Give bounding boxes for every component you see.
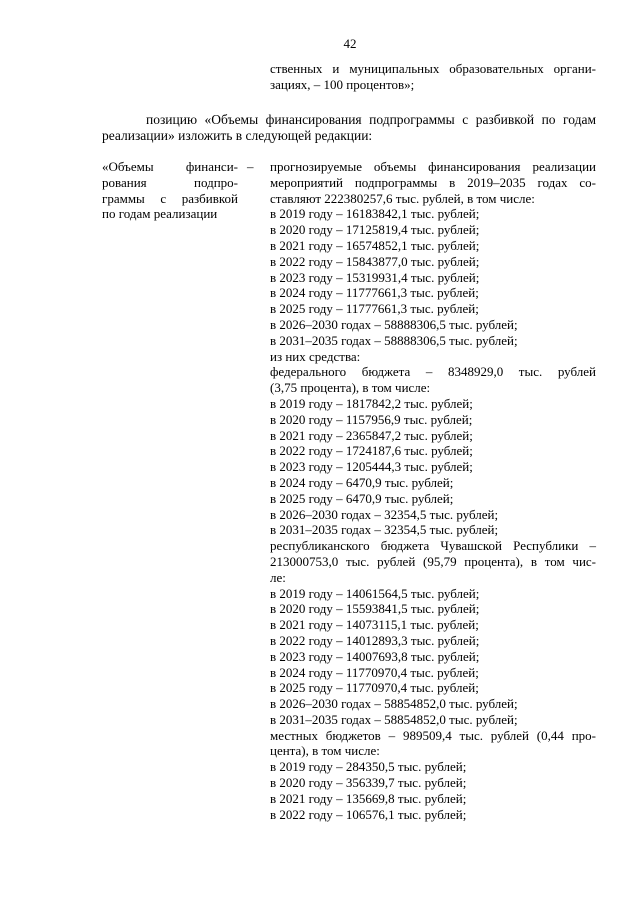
funding-line: местных бюджетов – 989509,4 тыс. рублей (0,44 про- bbox=[270, 727, 596, 743]
funding-line: в 2022 году – 15843877,0 тыс. рублей; bbox=[270, 253, 480, 269]
funding-line: в 2026–2030 годах – 58854852,0 тыс. рублей; bbox=[270, 696, 518, 712]
funding-line: цента), в том числе: bbox=[270, 743, 380, 759]
funding-line: в 2026–2030 годах – 58888306,5 тыс. рублей; bbox=[270, 316, 518, 332]
funding-line: в 2024 году – 11770970,4 тыс. рублей; bbox=[270, 664, 479, 680]
funding-line: в 2020 году – 1157956,9 тыс. рублей; bbox=[270, 411, 473, 427]
funding-line: в 2031–2035 годах – 58888306,5 тыс. рублей; bbox=[270, 332, 518, 348]
funding-line: в 2031–2035 годах – 58854852,0 тыс. рублей; bbox=[270, 711, 518, 727]
funding-line: в 2031–2035 годах – 32354,5 тыс. рублей; bbox=[270, 522, 499, 538]
funding-line: в 2024 году – 6470,9 тыс. рублей; bbox=[270, 474, 454, 490]
page-number: 42 bbox=[343, 36, 357, 51]
funding-line: мероприятий подпрограммы в 2019–2035 годах со- bbox=[270, 174, 596, 190]
position-label-line: граммы с разбивкой bbox=[102, 190, 238, 206]
position-label-line: «Объемы финанси- bbox=[102, 159, 238, 174]
funding-line: в 2023 году – 15319931,4 тыс. рублей; bbox=[270, 269, 480, 285]
funding-line: в 2021 году – 16574852,1 тыс. рублей; bbox=[270, 237, 480, 253]
funding-line: в 2023 году – 14007693,8 тыс. рублей; bbox=[270, 648, 480, 664]
funding-line: прогнозируемые объемы финансирования реализации bbox=[270, 159, 596, 174]
column-dash: – bbox=[247, 159, 254, 174]
funding-line: в 2022 году – 1724187,6 тыс. рублей; bbox=[270, 443, 473, 459]
position-label-line: по годам реализации bbox=[102, 206, 218, 222]
intro-line: позицию «Объемы финансирования подпрограммы с разбивкой по годам bbox=[146, 112, 596, 127]
funding-line: в 2022 году – 14012893,3 тыс. рублей; bbox=[270, 632, 480, 648]
funding-line: в 2021 году – 14073115,1 тыс. рублей; bbox=[270, 617, 479, 633]
funding-line: в 2019 году – 1817842,2 тыс. рублей; bbox=[270, 395, 473, 411]
continuation-text bbox=[270, 61, 596, 93]
funding-line: в 2019 году – 16183842,1 тыс. рублей; bbox=[270, 206, 480, 222]
funding-details bbox=[270, 159, 596, 822]
funding-line: в 2024 году – 11777661,3 тыс. рублей; bbox=[270, 285, 479, 301]
funding-line: ставляют 222380257,6 тыс. рублей, в том числе: bbox=[270, 190, 535, 206]
funding-line: в 2025 году – 6470,9 тыс. рублей; bbox=[270, 490, 454, 506]
funding-line: 213000753,0 тыс. рублей (95,79 процента), в том чис- bbox=[270, 553, 596, 569]
funding-line: в 2019 году – 284350,5 тыс. рублей; bbox=[270, 759, 467, 775]
funding-line: в 2022 году – 106576,1 тыс. рублей; bbox=[270, 806, 467, 822]
funding-line: федерального бюджета – 8348929,0 тыс. рублей bbox=[270, 364, 596, 380]
funding-line: в 2026–2030 годах – 32354,5 тыс. рублей; bbox=[270, 506, 499, 522]
funding-line: в 2021 году – 135669,8 тыс. рублей; bbox=[270, 790, 467, 806]
funding-line: в 2023 году – 1205444,3 тыс. рублей; bbox=[270, 459, 473, 475]
funding-line: в 2025 году – 11777661,3 тыс. рублей; bbox=[270, 301, 479, 317]
funding-line: республиканского бюджета Чувашской Республики – bbox=[270, 538, 596, 554]
funding-line: в 2025 году – 11770970,4 тыс. рублей; bbox=[270, 680, 479, 696]
funding-line: ле: bbox=[270, 569, 286, 585]
position-label-line: рования подпро- bbox=[102, 174, 238, 190]
funding-line: в 2020 году – 15593841,5 тыс. рублей; bbox=[270, 601, 480, 617]
funding-line: из них средства: bbox=[270, 348, 361, 364]
funding-line: (3,75 процента), в том числе: bbox=[270, 380, 431, 396]
intro-paragraph bbox=[102, 112, 596, 144]
funding-line: в 2019 году – 14061564,5 тыс. рублей; bbox=[270, 585, 480, 601]
funding-line: в 2021 году – 2365847,2 тыс. рублей; bbox=[270, 427, 473, 443]
intro-line: реализации» изложить в следующей редакции: bbox=[102, 128, 373, 143]
continuation-line: ственных и муниципальных образовательных органи- bbox=[270, 61, 596, 76]
continuation-line: зациях, – 100 процентов»; bbox=[270, 77, 415, 92]
funding-line: в 2020 году – 356339,7 тыс. рублей; bbox=[270, 775, 467, 791]
position-label bbox=[102, 159, 238, 222]
funding-line: в 2020 году – 17125819,4 тыс. рублей; bbox=[270, 222, 480, 238]
